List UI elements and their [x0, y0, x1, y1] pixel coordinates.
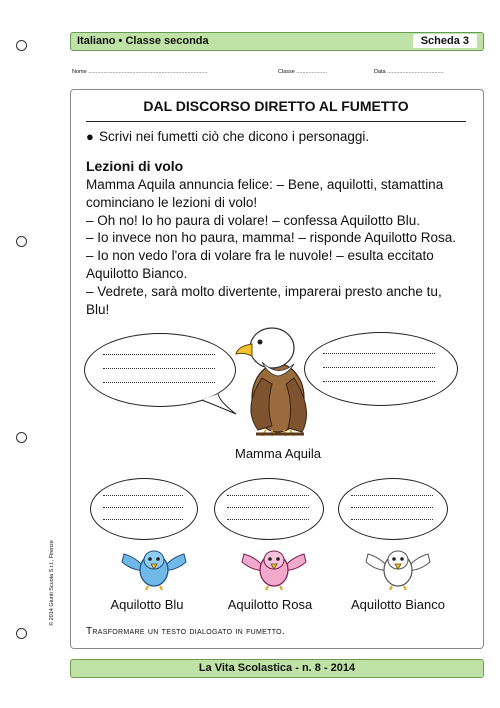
instruction — [86, 128, 476, 146]
date-field[interactable]: Data ..................................... — [374, 69, 444, 75]
story-line: Aquilotto Bianco. — [86, 265, 188, 281]
write-line[interactable] — [103, 519, 183, 520]
write-line[interactable] — [323, 367, 435, 368]
story-line: – Io non vedo l'ora di volare fra le nuvole! – esulta eccitato — [86, 248, 434, 264]
sheet-number: Scheda 3 — [413, 34, 477, 48]
bullet-icon: ● — [86, 129, 94, 144]
write-line[interactable] — [103, 507, 183, 508]
punch-hole-icon — [16, 432, 27, 443]
story-line: – Vedrete, sarà molto divertente, imparerai presto anche tu, — [86, 283, 442, 299]
header-bar — [70, 32, 484, 51]
story-line: – Io invece non ho paura, mamma! – risponde Aquilotto Rosa. — [86, 230, 456, 246]
instruction-text: Scrivi nei fumetti ciò che dicono i personaggi. — [99, 129, 370, 144]
story-line: Blu! — [86, 301, 110, 317]
write-line[interactable] — [103, 495, 183, 496]
class-field[interactable]: Classe .................... — [278, 69, 327, 75]
punch-hole-icon — [16, 40, 27, 51]
write-line[interactable] — [227, 519, 309, 520]
eaglet-white-illustration — [362, 540, 434, 592]
eagle-illustration — [232, 318, 324, 438]
label-aquilotto-rosa: Aquilotto Rosa — [227, 597, 313, 612]
write-line[interactable] — [227, 495, 309, 496]
speech-bubble-pink[interactable] — [214, 478, 324, 540]
write-line[interactable] — [103, 382, 215, 383]
subject-label: Italiano • Classe seconda — [77, 35, 209, 47]
speech-bubble-blue[interactable] — [90, 478, 198, 540]
story-line: cominciano le lezioni di volo! — [86, 194, 258, 210]
name-field[interactable]: Nome .............................................................................. — [72, 69, 208, 75]
punch-hole-icon — [16, 236, 27, 247]
copyright-notice: © 2014 Giunti Scuola S.r.l., Firenze — [49, 540, 55, 626]
eaglet-pink-illustration — [238, 540, 310, 592]
write-line[interactable] — [227, 507, 309, 508]
write-line[interactable] — [351, 507, 433, 508]
write-line[interactable] — [323, 381, 435, 382]
objective-note: Trasformare un testo dialogato in fumetto. — [86, 626, 285, 637]
speech-bubble-right[interactable] — [304, 332, 458, 406]
story-title: Lezioni di volo — [86, 158, 184, 174]
student-info-row — [72, 67, 482, 77]
write-line[interactable] — [351, 519, 433, 520]
label-aquilotto-blu: Aquilotto Blu — [110, 597, 184, 612]
footer-bar: La Vita Scolastica - n. 8 - 2014 — [70, 659, 484, 678]
write-line[interactable] — [103, 368, 215, 369]
story-line: – Oh no! Io ho paura di volare! – confessa Aquilotto Blu. — [86, 212, 420, 228]
write-line[interactable] — [323, 353, 435, 354]
label-aquilotto-bianco: Aquilotto Bianco — [351, 597, 445, 612]
write-line[interactable] — [351, 495, 433, 496]
punch-hole-icon — [16, 628, 27, 639]
speech-bubble-white[interactable] — [338, 478, 448, 540]
story-line: Mamma Aquila annuncia felice: – Bene, aquilotti, stamattina — [86, 177, 444, 192]
story-text — [86, 176, 478, 318]
write-line[interactable] — [103, 354, 215, 355]
label-mamma-aquila: Mamma Aquila — [235, 446, 321, 461]
worksheet-title: DAL DISCORSO DIRETTO AL FUMETTO — [86, 95, 466, 122]
eaglet-blue-illustration — [118, 540, 190, 592]
